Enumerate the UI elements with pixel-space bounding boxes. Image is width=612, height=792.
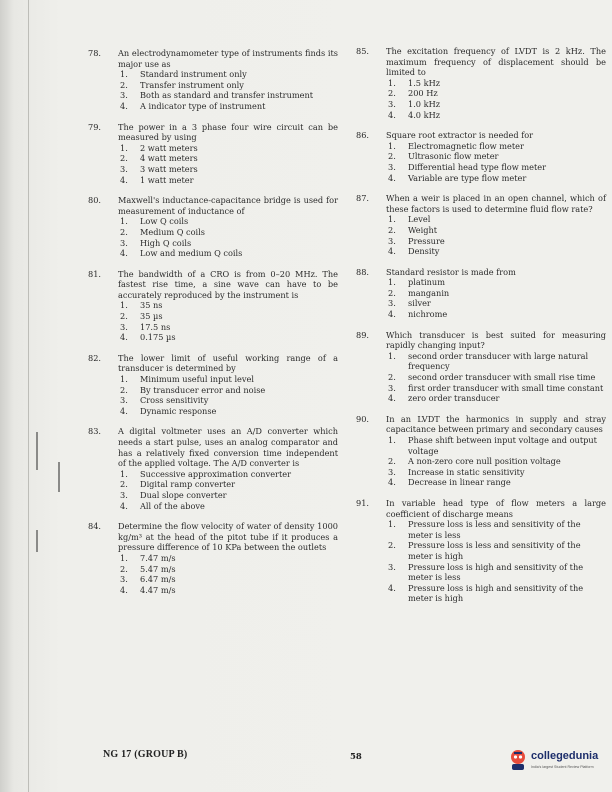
option-item [118,374,338,385]
option-list [386,214,606,256]
option-text: Ultrasonic flow meter [408,151,499,162]
option-number: 3. [388,298,396,309]
option-number: 4. [120,500,128,511]
option-text: Decrease in linear range [408,477,511,488]
option-item [118,406,338,417]
option-list [118,300,338,342]
option-item [386,435,606,456]
question-item [88,122,338,186]
margin-mark [36,530,38,552]
question-item [356,330,606,404]
question-number: 85. [356,46,370,56]
option-item [386,393,606,404]
option-item [386,456,606,467]
question-number: 78. [88,48,102,58]
question-text: The excitation frequency of LVDT is 2 kHz. The maximum frequency of displacement should be limited to [386,46,606,78]
question-item [88,426,338,511]
question-item [88,195,338,259]
option-number: 4. [388,172,396,183]
option-text: 4 watt meters [140,153,198,164]
option-text: Both as standard and transfer instrument [140,90,314,101]
option-text: Weight [408,224,438,235]
option-list [118,374,338,416]
option-number: 4. [388,309,396,320]
option-text: second order transducer with large natural frequency [408,350,589,372]
option-text: Differential head type flow meter [408,161,546,172]
option-number: 4. [388,582,396,593]
option-number: 1. [388,435,396,445]
option-item [118,469,338,480]
option-item [386,583,606,604]
option-text: first order transducer with small time constant [408,382,604,393]
question-item [88,521,338,595]
option-text: Level [408,214,431,225]
option-number: 3. [120,163,128,174]
option-number: 3. [388,466,396,477]
option-number: 4. [120,405,128,416]
binding-edge [28,0,29,792]
option-item [386,88,606,99]
question-number: 79. [88,121,102,132]
option-number: 4. [120,248,128,259]
option-text: Cross sensitivity [140,395,209,406]
question-number: 88. [356,266,370,277]
question-item [356,414,606,488]
option-text: Pressure loss is high and sensitivity of the meter is less [408,561,584,583]
option-number: 1. [388,519,396,530]
option-number: 2. [120,384,128,395]
option-text: platinum [408,277,445,288]
option-text: A indicator type of instrument [140,100,266,111]
option-item [118,69,338,80]
option-text: Medium Q coils [140,226,205,237]
option-item [386,214,606,225]
option-item [118,300,338,311]
option-number: 2. [388,287,396,298]
option-item [386,236,606,247]
option-text: Pressure loss is high and sensitivity of the meter is high [408,582,584,604]
option-item [386,246,606,257]
option-list [386,141,606,183]
option-text: A non-zero core null position voltage [408,456,561,467]
option-number: 1. [388,214,396,225]
option-text: 35 µs [140,311,163,322]
option-number: 2. [388,372,396,383]
option-item [386,151,606,162]
option-text: Digital ramp converter [140,479,236,490]
option-text: 200 Hz [408,88,438,99]
option-item [386,351,606,372]
option-item [118,227,338,238]
option-text: Minimum useful input level [140,374,254,385]
option-text: Pressure loss is less and sensitivity of the meter is less [408,519,581,540]
option-item [386,162,606,173]
option-item [386,562,606,583]
option-number: 2. [120,311,128,322]
option-item [386,477,606,488]
question-text: An electrodynamometer type of instruments finds its major use as [118,48,338,69]
option-list [118,553,338,595]
question-text: Determine the flow velocity of water of density 1000 kg/m³ at the head of the pitot tube if it produces a pressure difference of 10 KPa between the outlets [118,521,338,553]
option-number: 3. [120,237,128,248]
question-text: Standard resistor is made from [386,266,516,277]
option-item [118,574,338,585]
question-item [356,498,606,604]
collegedunia-watermark [508,744,612,784]
option-number: 3. [120,395,128,406]
question-number: 81. [88,268,102,279]
option-item [386,298,606,309]
brand-tagline: India's largest Student Review Platform [531,765,594,769]
option-text: Low and medium Q coils [140,248,243,259]
option-text: second order transducer with small rise time [408,372,596,383]
option-item [118,585,338,596]
option-text: Density [408,246,440,257]
option-item [386,225,606,236]
option-item [118,216,338,227]
option-item [386,78,606,89]
option-item [386,277,606,288]
option-text: 35 ns [140,300,163,311]
option-number: 2. [388,456,396,467]
option-number: 4. [388,393,396,404]
option-number: 1. [388,277,396,288]
question-number: 83. [88,426,102,437]
option-text: Increase in static sensitivity [408,466,525,477]
option-number: 1. [120,69,128,80]
option-item [386,372,606,383]
option-item [118,143,338,154]
option-number: 4. [120,174,128,185]
question-number: 90. [356,413,370,424]
question-text: The bandwidth of a CRO is from 0–20 MHz. The fastest rise time, a sine wave can have to be accurately reproduced by the instrument is [118,268,338,300]
option-text: Variable are type flow meter [408,172,527,183]
option-number: 2. [388,540,396,551]
option-text: Electromagnetic flow meter [408,140,524,151]
option-number: 1. [388,77,396,88]
option-text: 7.47 m/s [140,552,176,563]
option-number: 2. [388,88,396,99]
margin-mark [58,462,60,492]
option-item [386,519,606,540]
option-number: 1. [120,142,128,153]
option-number: 1. [388,140,396,151]
option-item [118,553,338,564]
option-number: 1. [120,216,128,227]
option-list [386,435,606,488]
question-item [88,353,338,417]
option-text: nichrome [408,309,448,320]
option-item [118,501,338,512]
brand-name: collegedunia [531,750,599,762]
collegedunia-logo-icon [508,748,528,772]
question-text: Which transducer is best suited for measuring rapidly changing input? [386,329,606,351]
option-text: Low Q coils [140,216,189,227]
option-list [386,519,606,604]
option-number: 4. [388,109,396,120]
option-text: 3 watt meters [140,163,198,174]
option-number: 4. [388,477,396,488]
question-text: Square root extractor is needed for [386,130,534,141]
option-number: 3. [388,235,396,246]
right-question-column [356,46,606,614]
option-number: 3. [120,321,128,332]
option-number: 1. [388,350,396,361]
option-item [118,90,338,101]
option-item [386,467,606,478]
left-question-column [88,48,338,605]
option-text: Transfer instrument only [140,79,244,90]
option-item [118,490,338,501]
question-item [356,267,606,320]
option-number: 3. [388,382,396,393]
option-item [118,332,338,343]
question-number: 87. [356,193,370,204]
option-item [118,311,338,322]
question-item [356,130,606,183]
option-text: 1.0 kHz [408,98,441,109]
option-number: 2. [388,151,396,162]
option-item [386,110,606,121]
option-item [118,164,338,175]
option-number: 3. [388,98,396,109]
option-number: 3. [120,489,128,500]
option-number: 2. [120,79,128,90]
question-text: In variable head type of flow meters a large coefficient of discharge means [386,497,606,519]
option-text: 17.5 ns [140,321,171,332]
page-number: 58 [350,752,362,762]
option-number: 4. [120,100,128,111]
option-item [118,395,338,406]
question-item [356,193,606,257]
option-item [386,383,606,394]
option-item [386,288,606,299]
question-item [88,48,338,112]
option-number: 2. [120,563,128,574]
question-number: 84. [88,521,102,532]
option-list [118,469,338,511]
question-number: 86. [356,130,370,141]
question-text: The lower limit of useful working range of a transducer is determined by [118,352,338,374]
option-number: 1. [120,300,128,311]
option-item [118,385,338,396]
option-list [118,216,338,258]
paper-code: NG 17 (GROUP B) [103,749,188,760]
option-number: 3. [388,161,396,172]
option-text: 4.0 kHz [408,109,441,120]
question-text: When a weir is placed in an open channel, which of these factors is used to determine fluid flow rate? [386,193,606,214]
option-text: Successive approximation converter [140,468,292,479]
option-item [118,101,338,112]
option-text: 4.47 m/s [140,584,176,595]
option-text: Pressure loss is less and sensitivity of the meter is high [408,540,581,561]
question-text: In an LVDT the harmonics in supply and stray capacitance between primary and secondary causes [386,413,606,435]
option-item [118,153,338,164]
option-text: 5.47 m/s [140,563,176,574]
option-text: Dual slope converter [140,489,227,500]
option-item [118,80,338,91]
option-list [118,69,338,111]
option-item [386,141,606,152]
option-number: 3. [120,90,128,101]
option-item [386,309,606,320]
option-number: 2. [120,479,128,490]
option-text: All of the above [140,500,205,511]
option-text: manganin [408,287,450,298]
question-text: The power in a 3 phase four wire circuit can be measured by using [118,121,338,143]
option-number: 2. [120,226,128,237]
option-number: 3. [388,561,396,572]
margin-mark [36,432,38,470]
question-number: 82. [88,352,102,363]
option-text: Phase shift between input voltage and output voltage [408,435,597,456]
option-text: Dynamic response [140,405,217,416]
option-number: 1. [120,374,128,385]
option-text: 1 watt meter [140,174,194,185]
question-number: 89. [356,329,370,340]
option-item [118,322,338,333]
option-text: 1.5 kHz [408,77,441,88]
option-number: 4. [120,332,128,343]
option-list [386,351,606,404]
option-item [118,479,338,490]
option-item [118,248,338,259]
question-text: A digital voltmeter uses an A/D converter which needs a start pulse, uses an analog comparator and has a relatively fixed conversion time independent of the applied voltage. The A/D converter is [118,426,338,469]
option-text: silver [408,298,431,309]
option-text: 6.47 m/s [140,574,176,585]
option-number: 3. [120,574,128,585]
option-item [386,173,606,184]
option-item [118,175,338,186]
option-text: Pressure [408,235,445,246]
option-text: By transducer error and noise [140,384,266,395]
option-number: 1. [120,468,128,479]
option-number: 2. [120,153,128,164]
option-text: Standard instrument only [140,69,247,80]
question-item [356,46,606,120]
option-item [386,99,606,110]
option-number: 2. [388,224,396,235]
option-number: 4. [120,584,128,595]
option-item [118,238,338,249]
option-item [386,540,606,561]
option-item [118,564,338,575]
question-text: Maxwell's inductance-capacitance bridge is used for measurement of inductance of [118,195,338,216]
option-number: 4. [388,246,396,257]
option-number: 1. [120,552,128,563]
option-text: zero order transducer [408,393,500,404]
option-text: High Q coils [140,237,192,248]
question-number: 80. [88,195,102,206]
question-number: 91. [356,497,370,508]
option-text: 0.175 µs [140,332,176,343]
question-item [88,269,338,343]
option-text: 2 watt meters [140,142,198,153]
option-list [386,78,606,120]
option-list [118,143,338,185]
option-list [386,277,606,319]
